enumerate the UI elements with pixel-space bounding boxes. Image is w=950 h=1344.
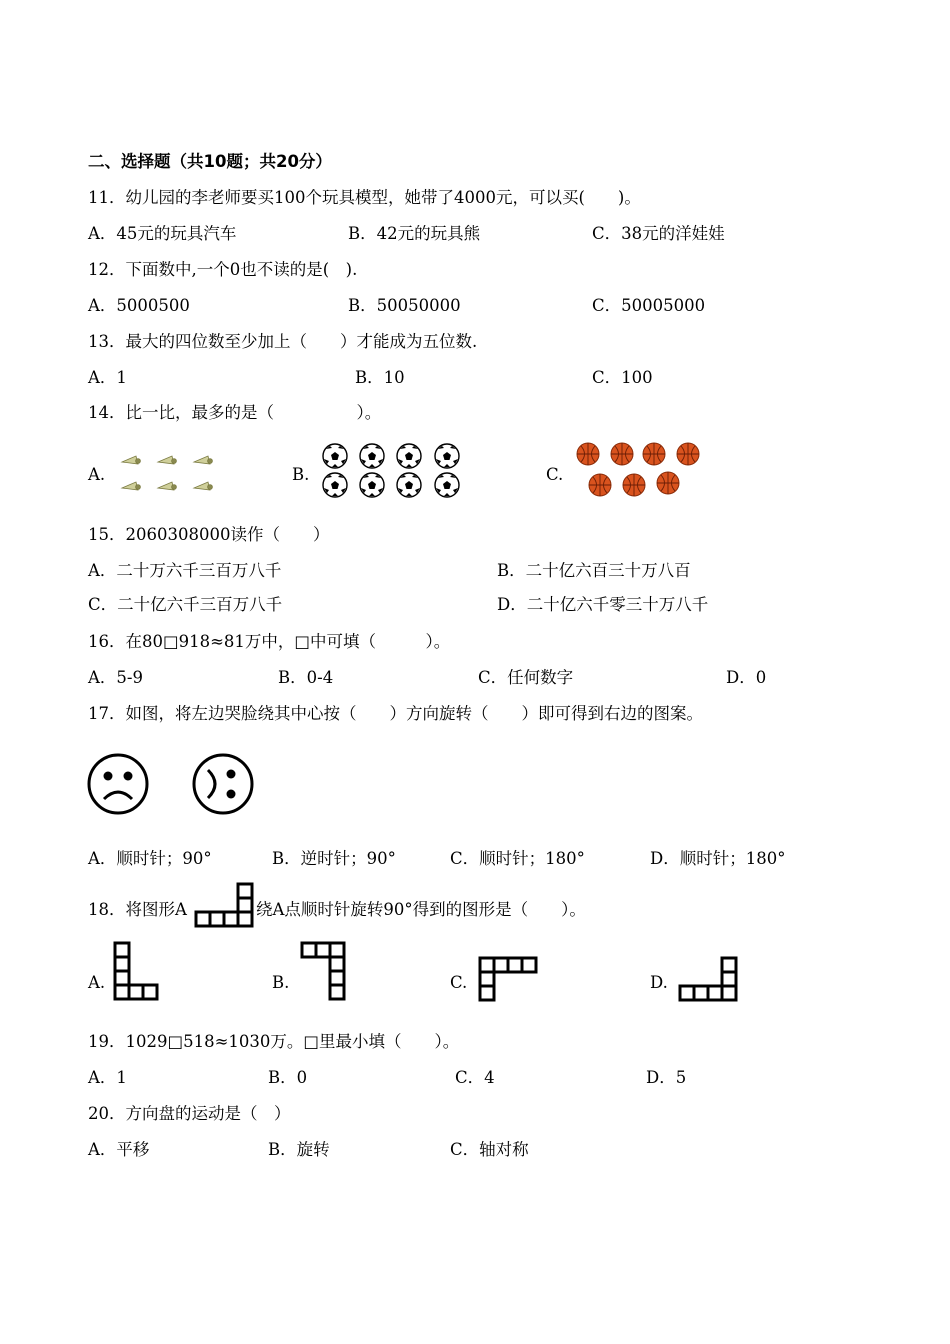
q18-option-a[interactable]: A.: [88, 973, 106, 992]
q16-option-c[interactable]: C．任何数字: [478, 668, 574, 687]
q18-option-b[interactable]: B.: [272, 973, 290, 992]
q17-option-b[interactable]: B．逆时针；90°: [272, 849, 396, 868]
q18-shape-b: [300, 941, 348, 1003]
q15-option-d[interactable]: D．二十亿六千零三十万八千: [497, 595, 709, 614]
q20-option-c[interactable]: C．轴对称: [450, 1140, 529, 1159]
q19-option-a[interactable]: A．1: [88, 1068, 127, 1087]
q11-option-a[interactable]: A．45元的玩具汽车: [88, 224, 237, 243]
q12-option-c[interactable]: C．50005000: [592, 296, 706, 315]
q14-option-a[interactable]: A.: [88, 465, 106, 484]
shuttlecock-group-image: [118, 450, 228, 500]
q18-option-d[interactable]: D.: [650, 973, 668, 992]
q20-stem: 20．方向盘的运动是（ ）: [88, 1104, 291, 1123]
q20-option-b[interactable]: B．旋转: [268, 1140, 330, 1159]
q13-option-b[interactable]: B．10: [355, 368, 405, 387]
q18-shape-a: [113, 941, 161, 1003]
q15-option-b[interactable]: B．二十亿六百三十万八百: [497, 561, 691, 580]
q19-stem: 19．1029□518≈1030万。□里最小填（ ）。: [88, 1032, 460, 1051]
q12-option-a[interactable]: A．5000500: [88, 296, 190, 315]
q19-option-b[interactable]: B．0: [268, 1068, 308, 1087]
q11-option-b[interactable]: B．42元的玩具熊: [348, 224, 481, 243]
q16-option-b[interactable]: B．0-4: [278, 668, 334, 687]
q15-stem: 15．2060308000读作（ ）: [88, 525, 330, 544]
section-title: 二、选择题（共10题；共20分）: [88, 152, 332, 171]
shape-a-figure: [194, 882, 256, 928]
q17-option-a[interactable]: A．顺时针；90°: [88, 849, 212, 868]
q12-option-b[interactable]: B．50050000: [348, 296, 461, 315]
q16-option-a[interactable]: A．5-9: [88, 668, 143, 687]
q14-stem: 14．比一比，最多的是（ ）。: [88, 403, 382, 422]
q18-stem-prefix: 18．将图形A: [88, 900, 187, 919]
q17-stem: 17．如图，将左边哭脸绕其中心按（ ）方向旋转（ ）即可得到右边的图案。: [88, 704, 703, 723]
q16-option-d[interactable]: D．0: [726, 668, 767, 687]
q17-option-d[interactable]: D．顺时针；180°: [650, 849, 786, 868]
q20-option-a[interactable]: A．平移: [88, 1140, 150, 1159]
crying-face-icon: [86, 752, 150, 816]
basketball-group-image: [572, 440, 707, 500]
soccer-ball-group-image: [320, 442, 465, 500]
q19-option-c[interactable]: C．4: [455, 1068, 495, 1087]
q19-option-d[interactable]: D．5: [646, 1068, 687, 1087]
q18-option-c[interactable]: C.: [450, 973, 468, 992]
q18-shape-c: [478, 956, 540, 1004]
q18-stem-suffix: 绕A点顺时针旋转90°得到的图形是（ ）。: [256, 900, 586, 919]
q16-stem: 16．在80□918≈81万中，□中可填（ ）。: [88, 632, 451, 651]
q18-shape-d: [678, 956, 740, 1004]
rotated-face-icon: [191, 752, 255, 816]
q13-stem: 13．最大的四位数至少加上（ ）才能成为五位数.: [88, 332, 478, 351]
q13-option-a[interactable]: A．1: [88, 368, 127, 387]
q12-stem: 12．下面数中,一个0也不读的是( ).: [88, 260, 358, 279]
q15-option-c[interactable]: C．二十亿六千三百万八千: [88, 595, 283, 614]
q13-option-c[interactable]: C．100: [592, 368, 653, 387]
q14-option-b[interactable]: B.: [292, 465, 310, 484]
q15-option-a[interactable]: A．二十万六千三百万八千: [88, 561, 282, 580]
q17-option-c[interactable]: C．顺时针；180°: [450, 849, 585, 868]
q11-option-c[interactable]: C．38元的洋娃娃: [592, 224, 725, 243]
q14-option-c[interactable]: C.: [546, 465, 564, 484]
q11-stem: 11．幼儿园的李老师要买100个玩具模型，她带了4000元，可以买( )。: [88, 188, 641, 207]
